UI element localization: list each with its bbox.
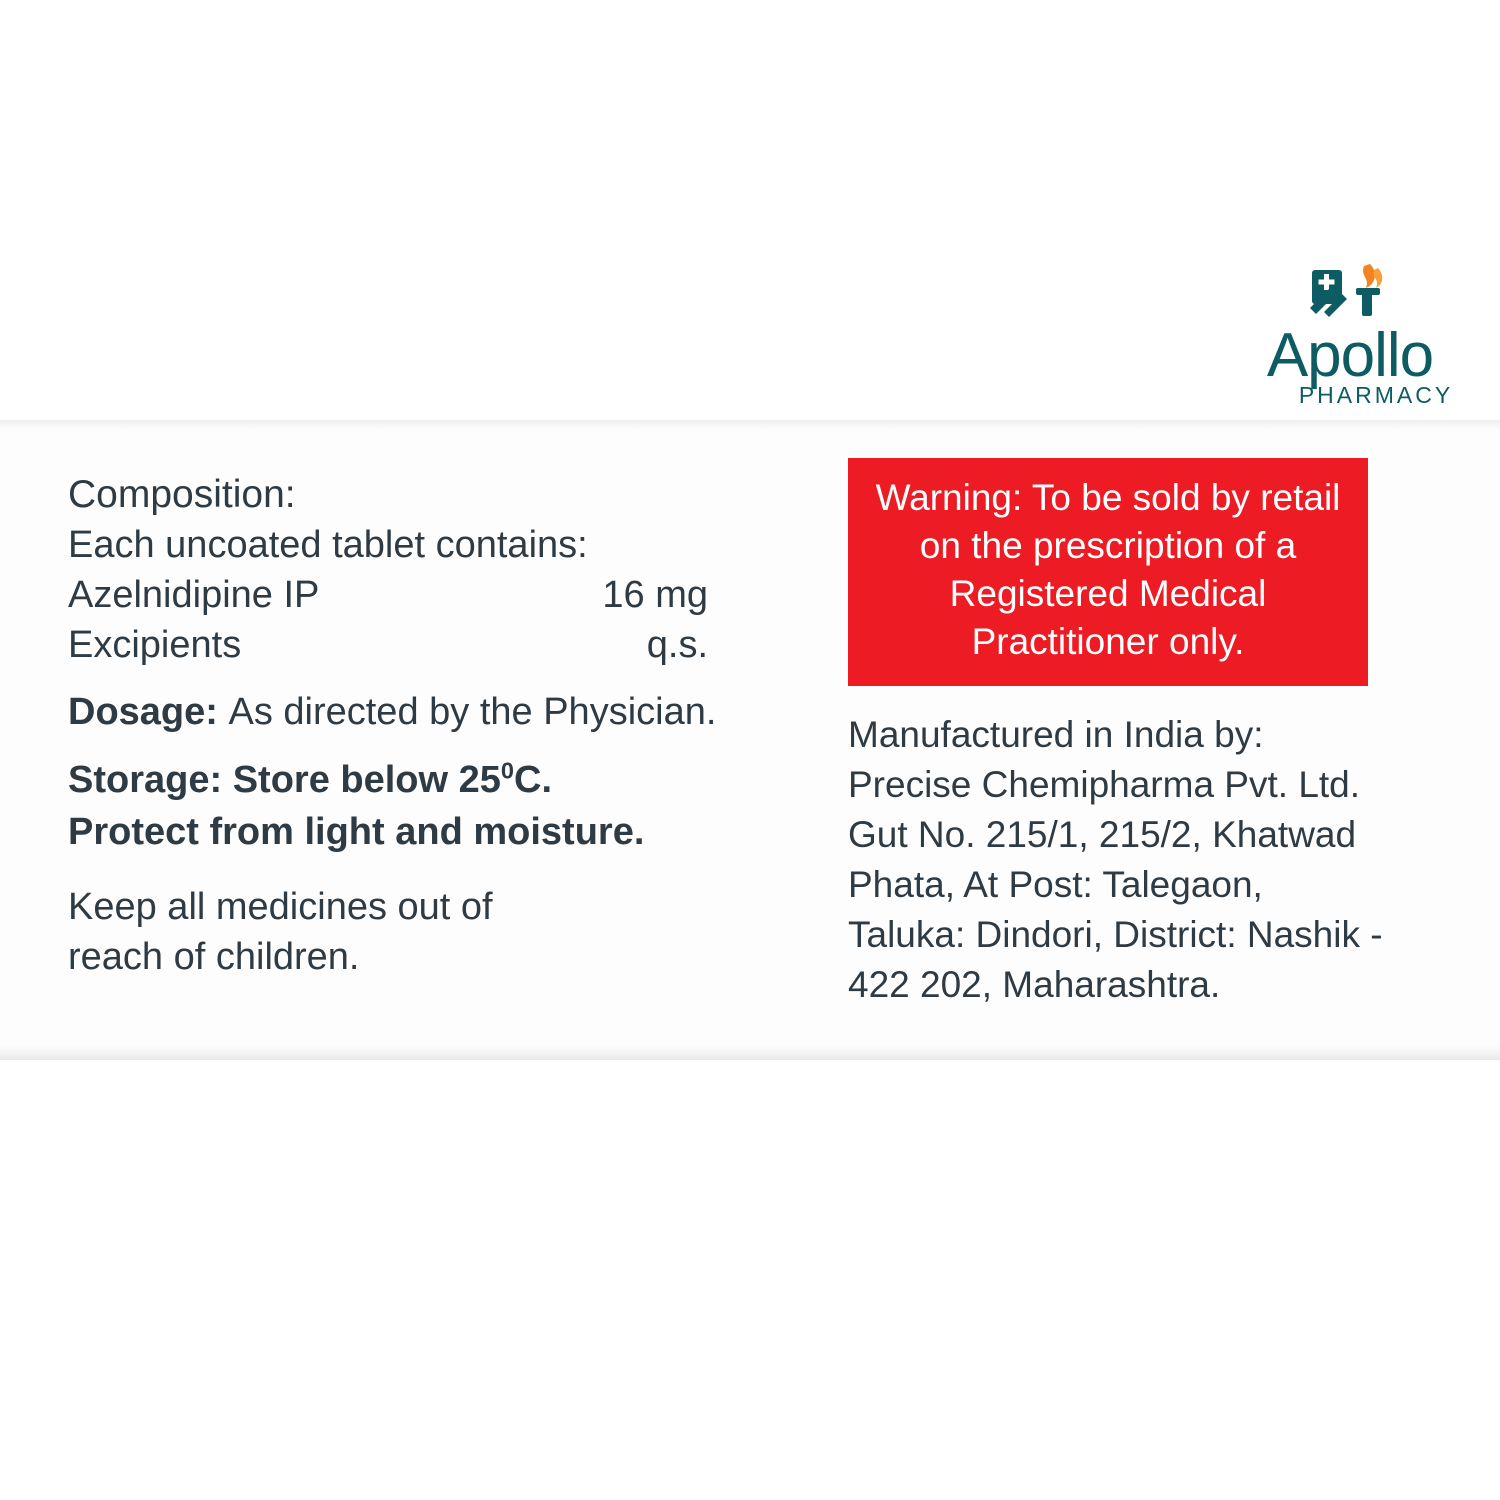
dosage-label: Dosage: <box>68 691 218 733</box>
ingredient-amount: 16 mg <box>602 574 708 616</box>
apollo-logo-mark <box>1245 262 1455 324</box>
prescription-warning-box: Warning: To be sold by retail on the prescription of a Registered Medical Practitioner only. <box>848 458 1368 686</box>
ingredient-row <box>68 620 808 670</box>
storage-value: Store below 25 <box>232 759 501 801</box>
manufacturer-line: 422 202, Maharashtra. <box>848 964 1221 1005</box>
storage-line-2: Protect from light and moisture. <box>68 811 645 853</box>
manufacturer-line: Manufactured in India by: <box>848 714 1264 755</box>
storage-label: Storage: <box>68 759 223 801</box>
storage-line-1 <box>68 754 808 806</box>
carton-back-panel <box>0 420 1500 1060</box>
apollo-wordmark: Apollo <box>1266 321 1434 390</box>
ingredient-amount: q.s. <box>646 624 708 666</box>
manufacturer-line: Precise Chemipharma Pvt. Ltd. <box>848 764 1361 805</box>
manufacturer-line: Gut No. 215/1, 215/2, Khatwad <box>848 814 1357 855</box>
dosage-value: As directed by the Physician. <box>228 691 717 733</box>
ingredient-row <box>68 570 808 620</box>
keep-out-of-reach-line-2: reach of children. <box>68 936 360 978</box>
manufacturer-line: Taluka: Dindori, District: Nashik - <box>848 914 1383 955</box>
panel-bottom-edge <box>0 1046 1500 1060</box>
keep-out-of-reach-line-1: Keep all medicines out of <box>68 886 493 928</box>
dosage-line <box>68 686 808 738</box>
pharmacy-subtitle: PHARMACY <box>1298 382 1454 408</box>
ingredient-name: Excipients <box>68 624 242 666</box>
ingredient-name: Azelnidipine IP <box>68 574 320 616</box>
warning-and-manufacturer-column <box>848 458 1448 1010</box>
panel-top-edge <box>0 420 1500 430</box>
caduceus-torch-icon <box>1290 262 1410 324</box>
manufacturer-block <box>848 710 1448 1010</box>
storage-unit: C. <box>514 759 553 801</box>
composition-heading: Composition: <box>68 473 296 516</box>
manufacturer-line: Phata, At Post: Talegaon, <box>848 864 1263 905</box>
composition-intro: Each uncoated tablet contains: <box>68 524 588 566</box>
apollo-pharmacy-logo <box>1245 262 1455 409</box>
degree-symbol: 0 <box>500 757 515 784</box>
composition-column <box>68 470 808 982</box>
